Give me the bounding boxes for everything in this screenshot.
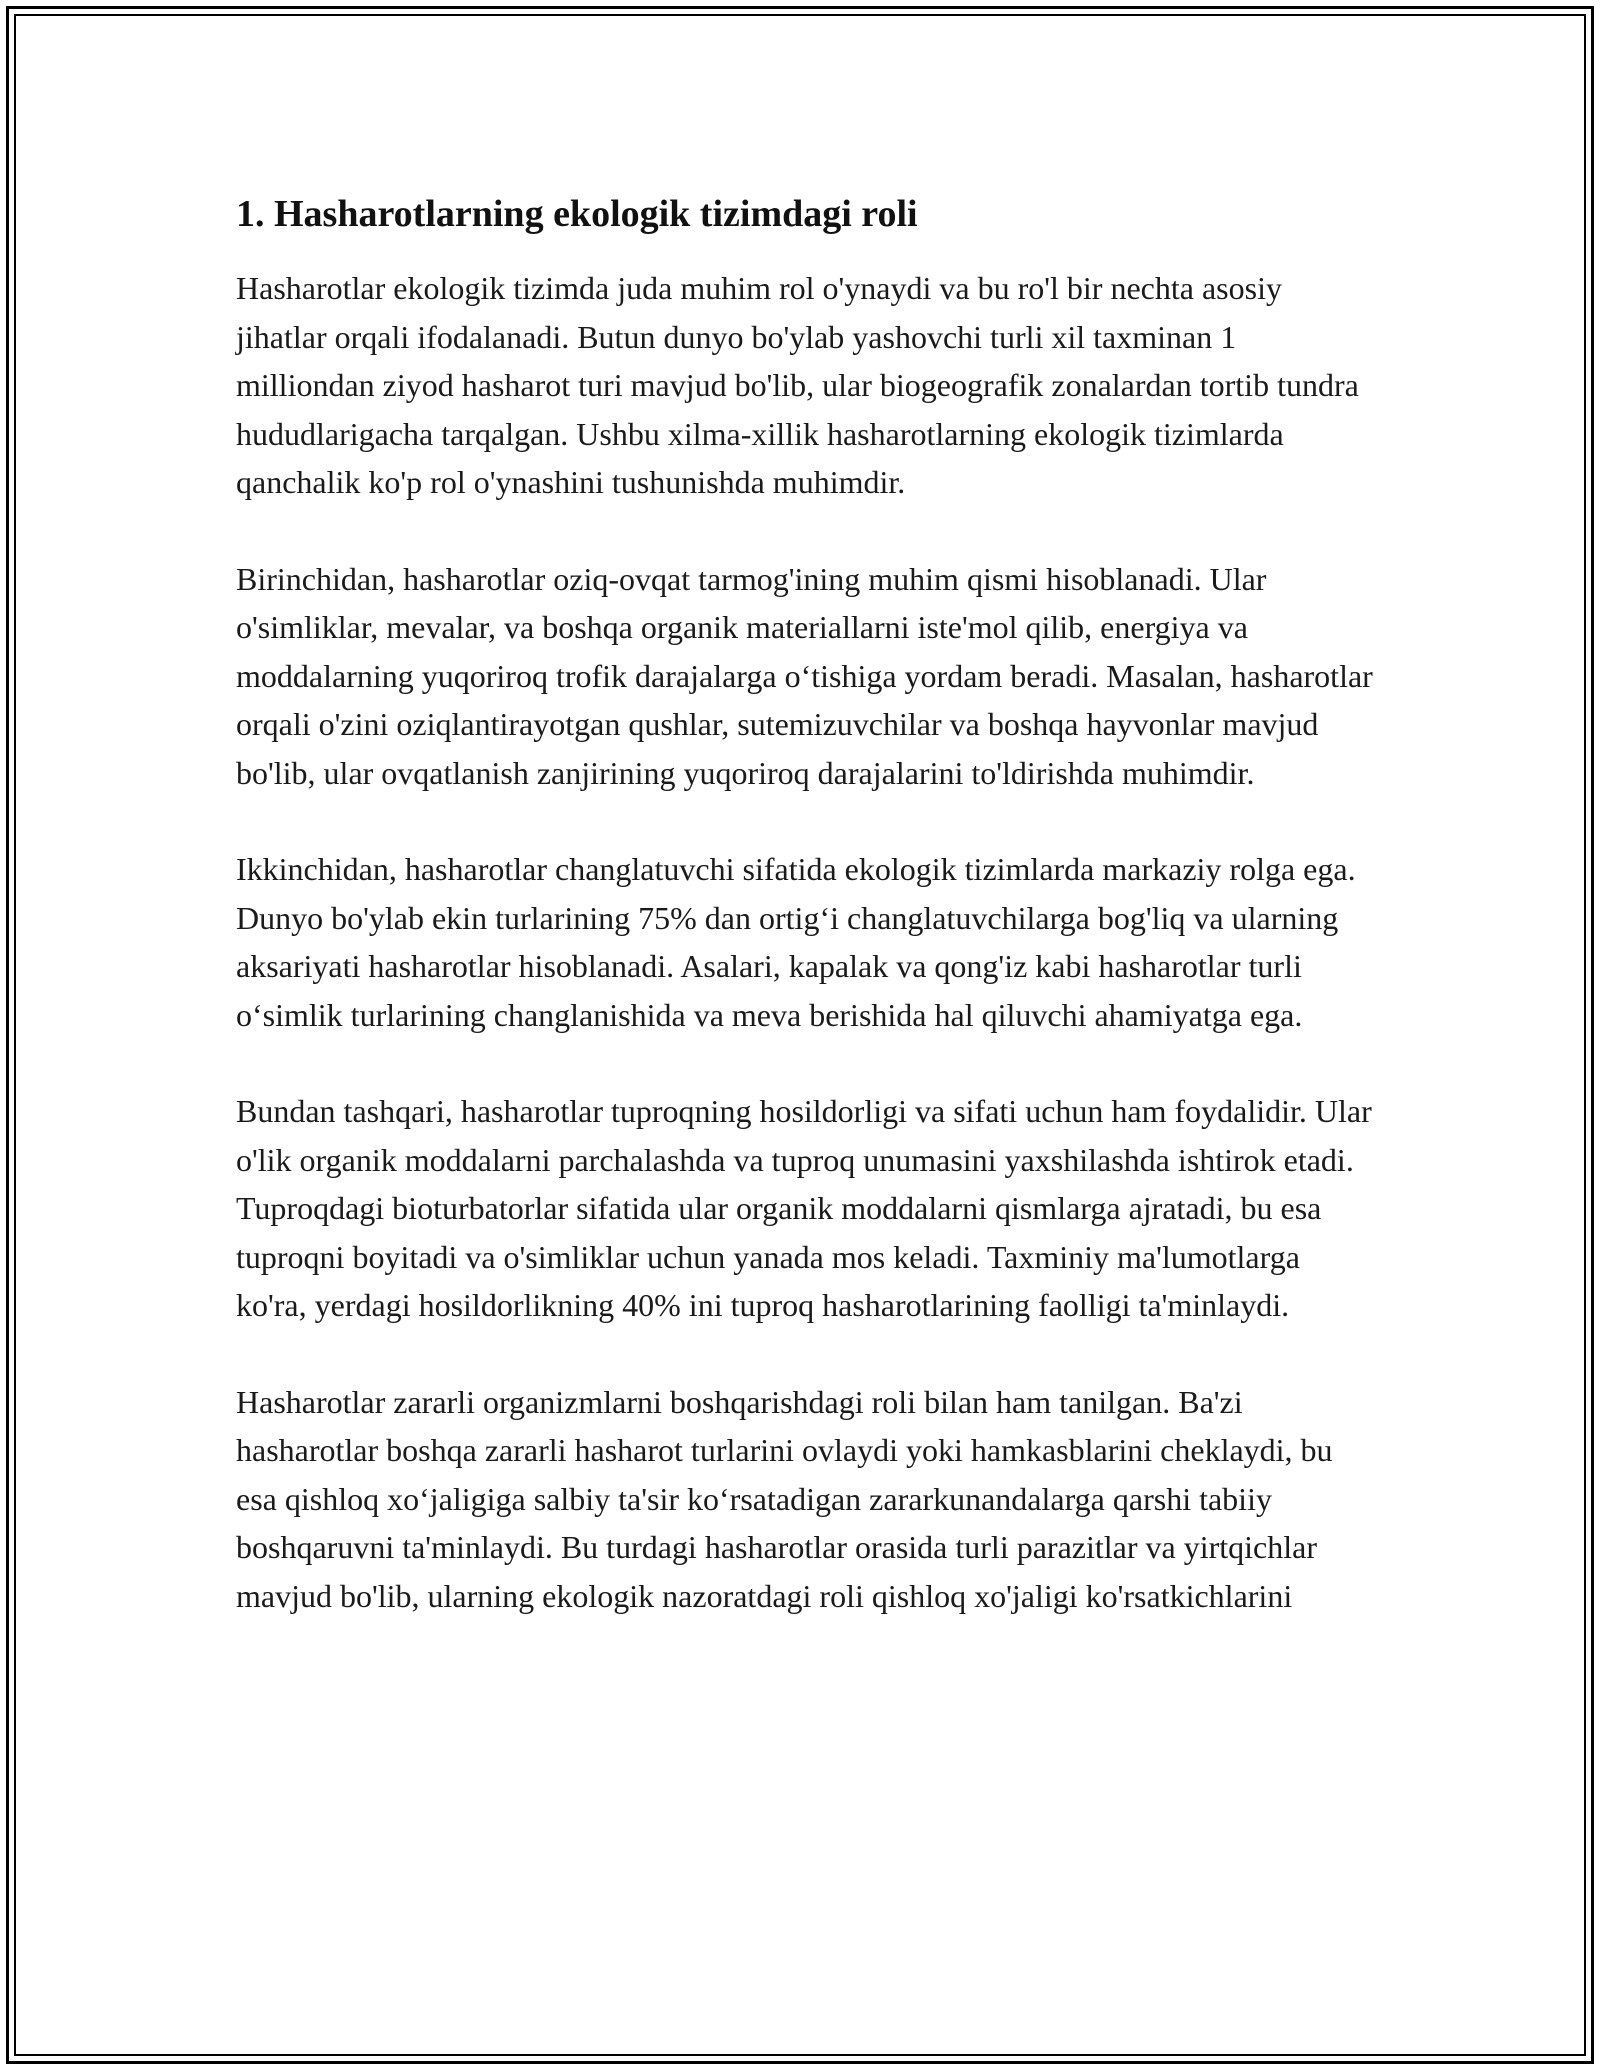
document-body xyxy=(236,186,1376,1668)
section-heading: 1. Hasharotlarning ekologik tizimdagi roli xyxy=(236,193,918,235)
paragraph-pest-control: Hasharotlar zararli organizmlarni boshqarishdagi roli bilan ham tanilgan. Ba'zi hasharotlar boshqa zararli hasharot turlarini ovlaydi yoki hamkasblarini cheklaydi, bu esa qishloq xo‘jaligiga salbiy ta'sir ko‘rsatadigan zararkunandalarga qarshi tabiiy boshqaruvni ta'minlaydi. Bu turdagi hasharotlar orasida turli parazitlar va yirtqichlar mavjud bo'lib, ularning ekologik nazoratdagi roli qishloq xo'jaligi ko'rsatkichlarini xyxy=(236,1383,1333,1614)
paragraph-soil: Bundan tashqari, hasharotlar tuproqning hosildorligi va sifati uchun ham foydalidir. Ular o'lik organik moddalarni parchalashda va tuproq unumasini yaxshilashda ishtirok etadi. Tuproqdagi bioturbatorlar sifatida ular organik moddalarni qismlarga ajratadi, bu esa tuproqni boyitadi va o'simliklar uchun yanada mos keladi. Taxminiy ma'lumotlarga ko'ra, yerdagi hosildorlikning 40% ini tuproq hasharotlarining faolligi ta'minlaydi. xyxy=(236,1093,1372,1323)
paragraph-food-web: Birinchidan, hasharotlar oziq-ovqat tarmog'ining muhim qismi hisoblanadi. Ular o'simliklar, mevalar, va boshqa organik materiallarni iste'mol qilib, energiya va moddalarning yuqoriroq trofik darajalarga o‘tishiga yordam beradi. Masalan, hasharotlar orqali o'zini oziqlantirayotgan qushlar, sutemizuvchilar va boshqa hayvonlar mavjud bo'lib, ular ovqatlanish zanjirining yuqoriroq darajalarini to'ldirishda muhimdir. xyxy=(236,560,1373,791)
paragraph-pollination: Ikkinchidan, hasharotlar changlatuvchi sifatida ekologik tizimlarda markaziy rolga ega. Dunyo bo'ylab ekin turlarining 75% dan ortig‘i changlatuvchilarga bog'liq va ularning aksariyati hasharotlar hisoblanadi. Asalari, kapalak va qong'iz kabi hasharotlar turli o‘simlik turlarining changlanishida va meva berishida hal qiluvchi ahamiyatga ega. xyxy=(236,851,1356,1033)
paragraph-intro: Hasharotlar ekologik tizimda juda muhim rol o'ynaydi va bu ro'l bir nechta asosiy jihatlar orqali ifodalanadi. Butun dunyo bo'ylab yashovchi turli xil taxminan 1 milliondan ziyod hasharot turi mavjud bo'lib, ular biogeografik zonalardan tortib tundra hududlarigacha tarqalgan. Ushbu xilma-xillik hasharotlarning ekologik tizimlarda qanchalik ko'p rol o'ynashini tushunishda muhimdir. xyxy=(236,270,1359,500)
